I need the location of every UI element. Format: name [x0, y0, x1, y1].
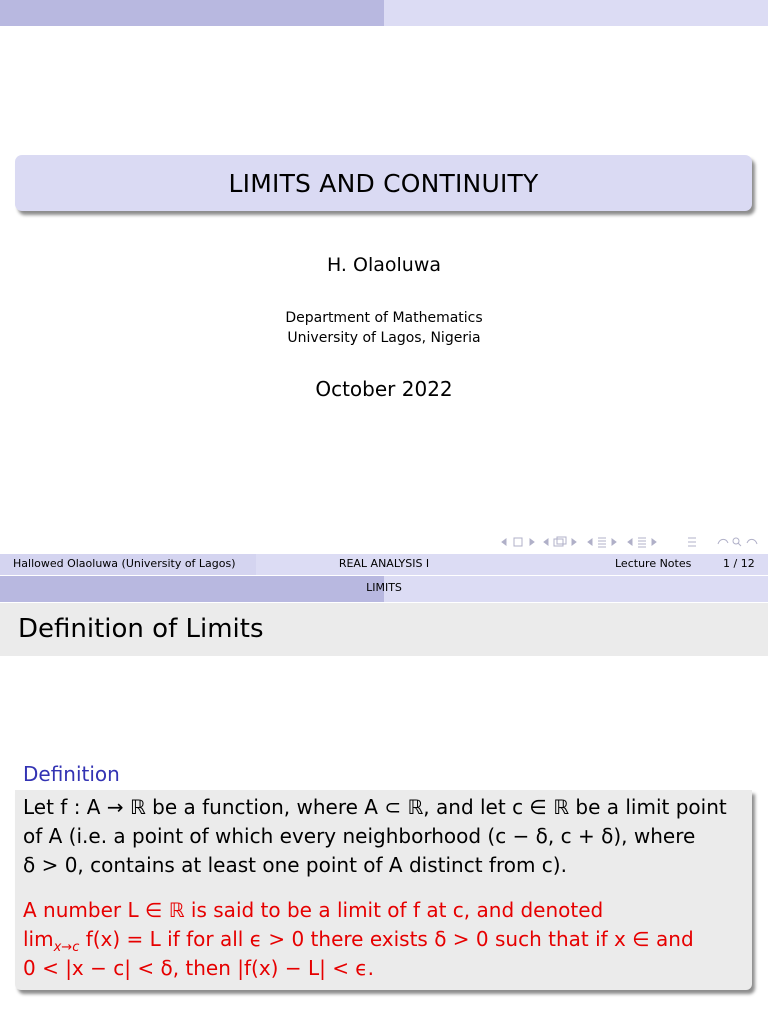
footer-author: Hallowed Olaoluwa (University of Lagos) — [13, 557, 236, 570]
department: Department of Mathematics — [285, 310, 483, 326]
alert-line — [23, 927, 694, 955]
alert-line: A number L ∈ ℝ is said to be a limit of f at c, and denoted — [23, 898, 604, 922]
lim-subscript: x→c — [53, 940, 80, 955]
nav-frame-icon — [554, 539, 563, 546]
nav-align-icon — [688, 538, 696, 546]
header-bar-left — [0, 0, 384, 26]
definition-line: Let f : A → ℝ be a function, where A ⊂ ℝ, and let c ∈ ℝ be a limit point — [23, 795, 727, 819]
nav-next-subsection-icon — [612, 539, 616, 545]
title-box — [15, 155, 752, 211]
nav-back-icon — [718, 539, 728, 544]
alert-line: 0 < |x − c| < δ, then |f(x) − L| < ϵ. — [23, 956, 374, 980]
header-bar-right — [384, 0, 768, 26]
nav-prev-frame-icon — [544, 539, 548, 545]
definition-line: of A (i.e. a point of which every neighborhood (c − δ, c + δ), where — [23, 824, 696, 848]
definition-block-title: Definition — [23, 762, 120, 786]
nav-section-icon — [638, 538, 646, 547]
nav-prev-section-icon — [628, 539, 632, 545]
presentation-date: October 2022 — [315, 377, 453, 401]
nav-next-section-icon — [652, 539, 656, 545]
alert-line-rest: f(x) = L if for all ϵ > 0 there exists δ > 0 such that if x ∈ and — [79, 927, 694, 951]
nav-slide-icon — [514, 538, 522, 546]
nav-next-frame-icon — [572, 539, 576, 545]
footer-subtitle: Lecture Notes — [615, 557, 692, 570]
nav-prev-slide-icon — [502, 539, 506, 545]
footer-page-number: 1 / 12 — [723, 557, 755, 570]
beamer-navigation[interactable] — [500, 535, 762, 549]
footer-course: REAL ANALYSIS I — [338, 557, 430, 570]
university: University of Lagos, Nigeria — [287, 330, 481, 346]
lim-operator: lim — [23, 927, 54, 951]
nav-prev-subsection-icon — [588, 539, 592, 545]
section-name: LIMITS — [366, 581, 402, 594]
presentation-title: LIMITS AND CONTINUITY — [228, 168, 539, 198]
nav-subsection-icon — [598, 538, 606, 547]
frame-title: Definition of Limits — [18, 614, 264, 644]
institute — [0, 308, 768, 348]
author-name: H. Olaoluwa — [326, 254, 442, 276]
nav-next-slide-icon — [530, 539, 534, 545]
nav-forward-icon — [747, 539, 757, 544]
definition-line: δ > 0, contains at least one point of A distinct from c). — [23, 853, 567, 877]
